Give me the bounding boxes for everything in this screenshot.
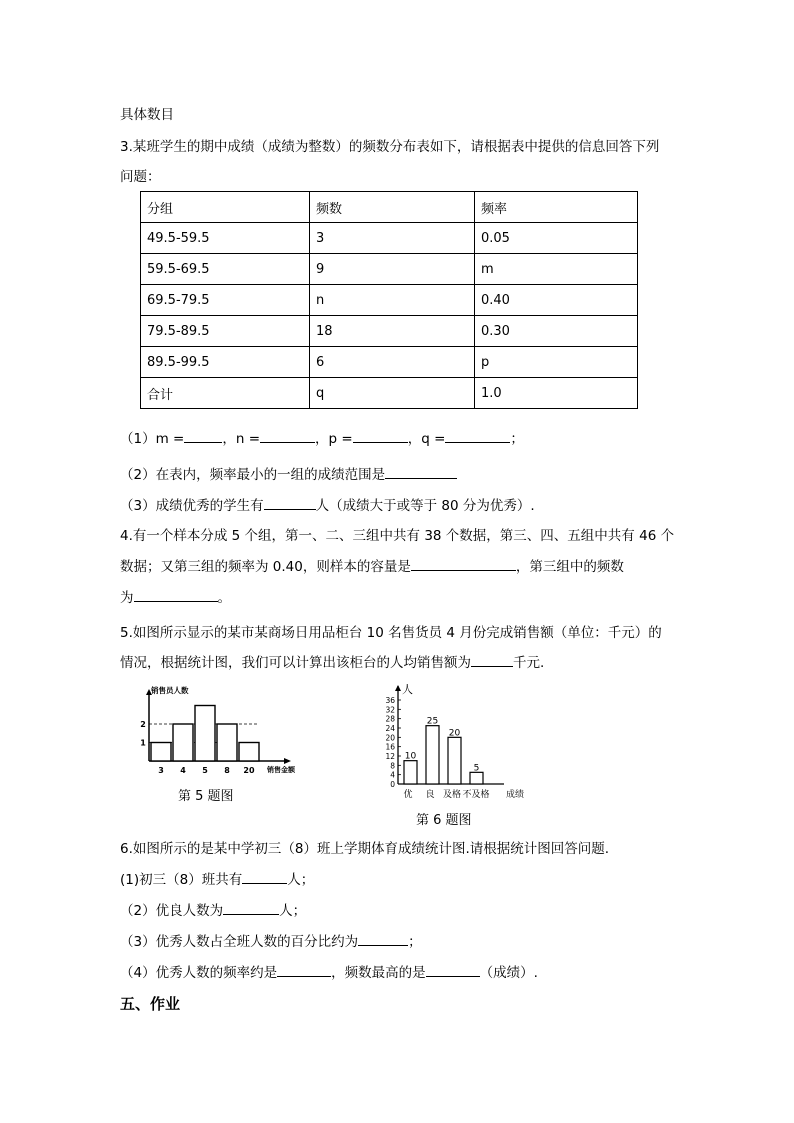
q3-sub3-suffix: 人（成绩大于或等于 80 分为优秀）. [315, 498, 535, 514]
q3-sub1-sep-n: ，n = [222, 431, 261, 447]
table-row [141, 254, 638, 285]
q3-sub1-end: ； [510, 431, 524, 447]
bar [448, 737, 461, 784]
bar [426, 726, 439, 784]
q4-line3 [120, 586, 231, 606]
x-tick-label: 3 [158, 766, 164, 775]
q3-sub2-text: （2）在表内，频率最小的一组的成绩范围是 [120, 467, 386, 483]
x-axis-label: 成绩 [506, 790, 525, 800]
y-tick-label: 12 [385, 752, 395, 761]
answer-blank-q[interactable] [445, 430, 510, 443]
chart5-caption: 第 5 题图 [178, 789, 234, 804]
table-cell: n [310, 285, 475, 316]
y-axis-label: 人 [402, 683, 413, 696]
x-tick-label: 优 [403, 790, 413, 800]
x-tick-label: 8 [224, 766, 230, 775]
q4-line2-suffix: ，第三组中的频数 [515, 559, 624, 575]
q6-sub2-suffix: 人； [279, 903, 307, 919]
x-tick-label: 4 [180, 766, 186, 775]
x-tick-label: 不及格 [462, 790, 490, 800]
y-tick-label: 1 [140, 738, 146, 748]
answer-blank-excellent-rate[interactable] [277, 964, 331, 977]
bar [470, 772, 483, 784]
table-row [141, 285, 638, 316]
q4-line3-prefix: 为 [120, 590, 134, 606]
q6-sub3-prefix: （3）优秀人数占全班人数的百分比约为 [120, 934, 359, 950]
answer-blank-range[interactable] [385, 466, 457, 479]
table-cell: 0.05 [475, 223, 638, 254]
q6-sub3-suffix: ； [408, 934, 422, 950]
table-cell: 3 [310, 223, 475, 254]
x-axis-label: 销售金额 [267, 766, 295, 774]
q3-sub1-sep-q: ，q = [407, 431, 446, 447]
table-row [141, 316, 638, 347]
sales-bar-chart [135, 685, 315, 777]
y-tick-label: 20 [385, 733, 395, 743]
table-cell: m [475, 254, 638, 285]
answer-blank-avg-sales[interactable] [471, 654, 513, 667]
x-tick-label: 良 [425, 790, 435, 800]
q3-sub3 [120, 494, 535, 514]
data-label: 25 [426, 716, 439, 727]
table-cell: 89.5-99.5 [141, 347, 310, 378]
table-cell: q [310, 378, 475, 409]
q6-sub3 [120, 930, 422, 950]
y-axis-arrow [395, 685, 401, 691]
q3-sub1 [120, 427, 524, 447]
q5-line1: 5.如图所示显示的某市某商场日用品柜台 10 名售货员 4 月份完成销售额（单位：千元）的 [120, 625, 662, 641]
answer-blank-good-count[interactable] [223, 902, 279, 915]
answer-blank-m[interactable] [184, 430, 222, 443]
y-tick-label: 32 [385, 705, 395, 715]
q3-sub2 [120, 463, 457, 483]
bar [404, 761, 417, 784]
x-tick-label: 20 [243, 766, 255, 775]
y-axis-label: 销售员人数 [151, 686, 189, 695]
q6-sub2 [120, 899, 306, 919]
y-tick-label: 4 [390, 770, 395, 780]
table-header: 频率 [475, 192, 638, 223]
q4-line2 [120, 555, 624, 575]
q6-sub1 [120, 868, 314, 888]
q6-sub1-prefix: (1)初三（8）班共有 [120, 872, 243, 888]
section-five-heading: 五、作业 [120, 995, 181, 1013]
q3-sub3-prefix: （3）成绩优秀的学生有 [120, 498, 264, 514]
y-tick-label: 16 [385, 742, 395, 752]
table-cell: 79.5-89.5 [141, 316, 310, 347]
q6-sub1-suffix: 人； [287, 872, 315, 888]
table-row [141, 347, 638, 378]
q4-line2-prefix: 数据；又第三组的频率为 0.40，则样本的容量是 [120, 559, 411, 575]
q3-stem-line2: 问题： [120, 169, 161, 185]
table-cell: 69.5-79.5 [141, 285, 310, 316]
table-cell: 59.5-69.5 [141, 254, 310, 285]
data-label: 10 [404, 751, 417, 762]
table-cell: p [475, 347, 638, 378]
answer-blank-n[interactable] [260, 430, 315, 443]
answer-blank-excellent[interactable] [264, 497, 316, 510]
q4-line3-suffix: 。 [217, 590, 231, 606]
x-axis-arrow [284, 758, 291, 764]
answer-blank-highest[interactable] [426, 964, 480, 977]
table-header-row [141, 192, 638, 223]
data-label: 5 [473, 763, 480, 774]
table-cell: 18 [310, 316, 475, 347]
y-tick-label: 0 [390, 780, 395, 789]
q3-sub1-prefix: （1）m = [120, 431, 185, 447]
q5-line2-prefix: 情况，根据统计图，我们可以计算出该柜台的人均销售额为 [120, 655, 471, 671]
table-cell: 6 [310, 347, 475, 378]
q4-line1: 4.有一个样本分成 5 个组，第一、二、三组中共有 38 个数据，第三、四、五组中共有 46 个 [120, 528, 675, 544]
bar [239, 743, 259, 762]
bar [195, 706, 215, 762]
table-cell: 0.30 [475, 316, 638, 347]
pe-score-bar-chart [374, 682, 534, 802]
table-cell: 合计 [141, 378, 310, 409]
x-tick-label: 5 [202, 766, 208, 775]
answer-blank-capacity[interactable] [411, 558, 516, 571]
table-cell: 49.5-59.5 [141, 223, 310, 254]
y-tick-label: 36 [385, 696, 395, 705]
answer-blank-frequency[interactable] [134, 589, 218, 602]
chart6-caption: 第 6 题图 [416, 813, 472, 828]
intro-line: 具体数目 [120, 107, 174, 123]
q6-sub2-prefix: （2）优良人数为 [120, 903, 224, 919]
bar [173, 724, 193, 761]
y-tick-label: 24 [385, 724, 395, 733]
q6-stem: 6.如图所示的是某中学初三（8）班上学期体育成绩统计图.请根据统计图回答问题. [120, 841, 610, 857]
frequency-table [140, 191, 638, 409]
table-cell: 1.0 [475, 378, 638, 409]
bar [217, 724, 237, 761]
q3-sub1-sep-p: ，p = [315, 431, 353, 447]
answer-blank-percent[interactable] [358, 933, 408, 946]
data-label: 20 [448, 728, 461, 739]
table-cell: 0.40 [475, 285, 638, 316]
table-row [141, 378, 638, 409]
answer-blank-class-total[interactable] [242, 871, 287, 884]
table-row [141, 223, 638, 254]
q3-stem-line1: 3.某班学生的期中成绩（成绩为整数）的频数分布表如下，请根据表中提供的信息回答下列 [120, 139, 660, 155]
x-tick-label: 及格 [442, 790, 462, 800]
bar [151, 743, 171, 762]
table-cell: 9 [310, 254, 475, 285]
answer-blank-p[interactable] [353, 430, 408, 443]
q6-sub4-prefix: （4）优秀人数的频率约是 [120, 965, 278, 981]
q5-line2-suffix: 千元. [513, 655, 545, 671]
table-header: 分组 [141, 192, 310, 223]
q6-sub4 [120, 961, 538, 981]
q5-line2 [120, 651, 544, 671]
table-header: 频数 [310, 192, 475, 223]
y-tick-label: 8 [390, 761, 395, 771]
y-tick-label: 2 [140, 720, 146, 729]
y-tick-label: 28 [385, 714, 395, 724]
q6-sub4-mid: ，频数最高的是 [331, 965, 426, 981]
q6-sub4-suffix: （成绩）. [479, 965, 538, 981]
